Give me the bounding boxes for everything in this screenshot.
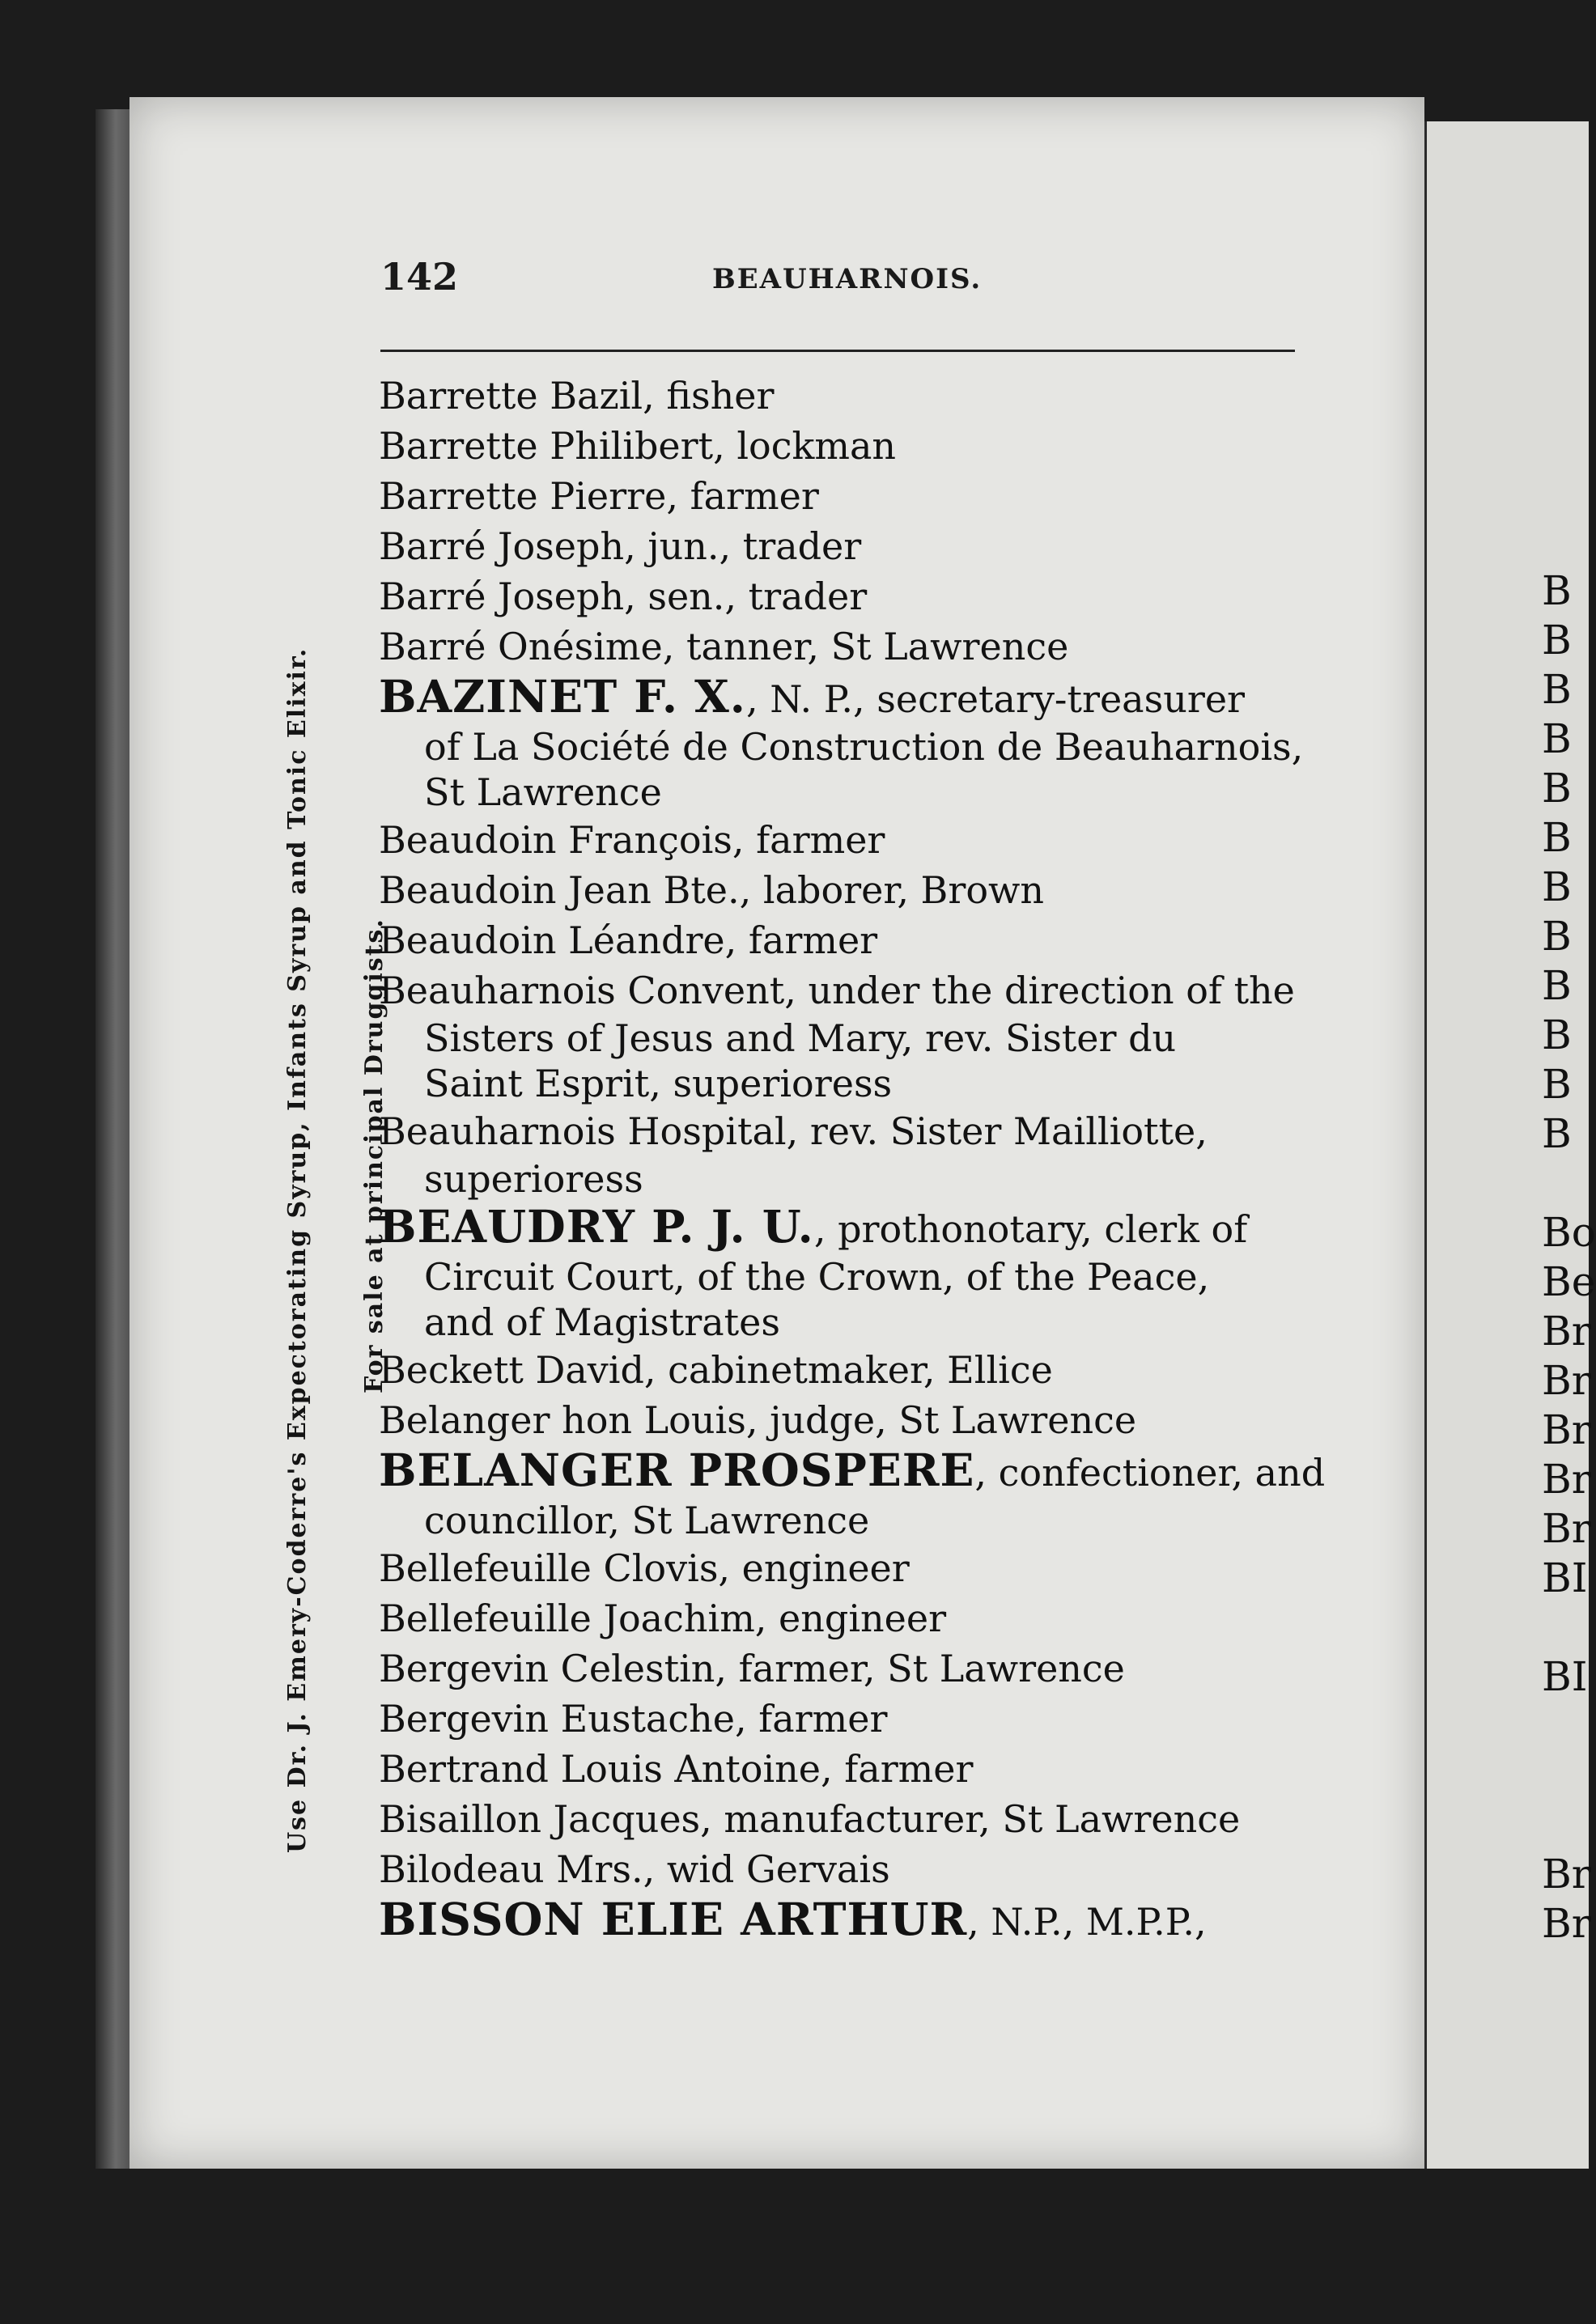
directory-entry: [379, 1643, 1309, 1694]
entry-detail: , N. P., secretary-treasurer: [745, 677, 1246, 721]
entry-name-bold: BISSON ELIE ARTHUR: [379, 1893, 968, 1945]
entry-text: Barrette Pierre, farmer: [379, 474, 819, 518]
directory-entry: [379, 1744, 1309, 1794]
entry-continuation: Circuit Court, of the Crown, of the Peace,: [424, 1255, 1210, 1299]
directory-entry: [379, 1202, 1309, 1345]
entry-text: Bellefeuille Joachim, engineer: [379, 1597, 947, 1640]
right-page-fragment-text: Br: [1542, 1357, 1591, 1404]
directory-entry: [379, 1106, 1309, 1202]
side-advertisement-druggists: For sale at principal Druggists.: [360, 918, 388, 1393]
right-page-fragment-text: B: [1542, 863, 1572, 910]
directory-entry: [379, 1395, 1309, 1445]
entry-text: Beaudoin François, farmer: [379, 818, 885, 862]
directory-entry: [379, 1444, 1326, 1543]
right-page-fragment-text: Br: [1542, 1505, 1591, 1552]
directory-entry: [379, 672, 1309, 815]
page-header: [380, 255, 1303, 312]
right-page-fragment-text: Br: [1542, 1900, 1591, 1947]
right-page-fragment-text: B: [1542, 814, 1572, 861]
directory-entry: [379, 371, 1309, 421]
directory-entry: [379, 421, 1309, 471]
directory-entry: [379, 865, 1309, 915]
directory-entries: [379, 371, 1326, 1947]
directory-entry: [379, 471, 1309, 521]
right-page-fragment-text: B: [1542, 913, 1572, 960]
right-page-fragment-text: B: [1542, 1110, 1572, 1157]
right-page-fragment-text: Br: [1542, 1456, 1591, 1503]
entry-text: Barré Onésime, tanner, St Lawrence: [379, 625, 1069, 668]
right-page-fragment-text: Bo: [1542, 1209, 1596, 1256]
directory-entry: [379, 965, 1309, 1106]
directory-entry: [379, 621, 1309, 672]
entry-detail: , N.P., M.P.P.,: [967, 1900, 1207, 1944]
right-page-column: [1542, 566, 1596, 1949]
directory-entry: [379, 1844, 1309, 1894]
right-page-fragment-text: Br: [1542, 1406, 1591, 1453]
running-title: BEAUHARNOIS.: [712, 263, 983, 295]
entry-text: Beaudoin Jean Bte., laborer, Brown: [379, 868, 1045, 912]
right-page-fragment-text: [1542, 1751, 1586, 1800]
entry-continuation: Sisters of Jesus and Mary, rev. Sister du: [424, 1016, 1177, 1060]
right-page-fragment-text: B: [1542, 962, 1572, 1009]
entry-name-bold: BAZINET F. X.: [379, 670, 746, 723]
entry-text: Beauharnois Convent, under the direction of the: [379, 969, 1295, 1012]
entry-text: Bergevin Eustache, farmer: [379, 1697, 888, 1741]
entry-text: Bertrand Louis Antoine, farmer: [379, 1747, 974, 1791]
directory-entry: [379, 1543, 1309, 1593]
right-page-fragment-text: B: [1542, 1011, 1572, 1058]
directory-entry: [379, 1894, 1309, 1947]
entry-text: Beaudoin Léandre, farmer: [379, 918, 878, 962]
right-page-fragment-text: B: [1542, 567, 1572, 614]
page-number: 142: [380, 255, 459, 299]
entry-text: Beckett David, cabinetmaker, Ellice: [379, 1348, 1053, 1392]
entry-text: Bergevin Celestin, farmer, St Lawrence: [379, 1647, 1125, 1690]
entry-text: Bisaillon Jacques, manufacturer, St Lawrence: [379, 1797, 1241, 1841]
directory-entry: [379, 571, 1309, 621]
entry-continuation: St Lawrence: [424, 770, 662, 814]
entry-continuation: superioress: [424, 1157, 643, 1201]
entry-continuation: Saint Esprit, superioress: [424, 1062, 893, 1105]
entry-text: Barrette Bazil, fisher: [379, 374, 775, 418]
entry-text: Bellefeuille Clovis, engineer: [379, 1546, 910, 1590]
directory-entry: [379, 1345, 1309, 1395]
entry-text: Bilodeau Mrs., wid Gervais: [379, 1847, 890, 1891]
right-page-fragment-text: B: [1542, 666, 1572, 713]
right-page-fragment-text: [1542, 1800, 1586, 1850]
entry-detail: , confectioner, and: [974, 1451, 1326, 1495]
right-page-fragment-text: [1542, 1159, 1586, 1208]
entry-name-bold: BEAUDRY P. J. U.: [379, 1200, 814, 1253]
right-page-fragment-text: B: [1542, 765, 1572, 812]
directory-entry: [379, 915, 1309, 965]
entry-detail: , prothonotary, clerk of: [813, 1207, 1248, 1251]
entry-text: Barré Joseph, jun., trader: [379, 524, 862, 568]
right-page-fragment-text: BI: [1542, 1653, 1588, 1700]
entry-continuation: and of Magistrates: [424, 1300, 780, 1344]
entry-continuation: of La Société de Construction de Beauharnois,: [424, 725, 1304, 769]
right-page-fragment-text: B: [1542, 617, 1572, 664]
entry-text: Belanger hon Louis, judge, St Lawrence: [379, 1398, 1137, 1442]
directory-entry: [379, 815, 1309, 865]
entry-continuation: councillor, St Lawrence: [424, 1499, 870, 1542]
entry-text: Barrette Philibert, lockman: [379, 424, 897, 468]
right-page-fragment-text: Be: [1542, 1258, 1596, 1305]
header-rule: [380, 350, 1295, 352]
side-advertisement: Use Dr. J. Emery-Coderre's Expectorating Syrup, Infants Syrup and Tonic Elixir.: [283, 647, 312, 1853]
directory-entry: [379, 1694, 1309, 1744]
right-page-fragment-text: [1542, 1603, 1586, 1652]
right-page-fragment-text: [1542, 1702, 1586, 1751]
entry-text: Barré Joseph, sen., trader: [379, 575, 868, 618]
right-page-fragment-text: Br: [1542, 1308, 1591, 1355]
directory-entry: [379, 1794, 1309, 1844]
right-page-fragment-text: B: [1542, 1061, 1572, 1108]
right-page-fragment-text: Br: [1542, 1851, 1591, 1898]
entry-name-bold: BELANGER PROSPERE: [379, 1444, 975, 1496]
right-page-fragment-text: B: [1542, 715, 1572, 762]
right-page-fragment-text: BI: [1542, 1554, 1588, 1601]
directory-entry: [379, 521, 1309, 571]
entry-text: Beauharnois Hospital, rev. Sister Mailliotte,: [379, 1109, 1208, 1153]
directory-entry: [379, 1593, 1309, 1643]
